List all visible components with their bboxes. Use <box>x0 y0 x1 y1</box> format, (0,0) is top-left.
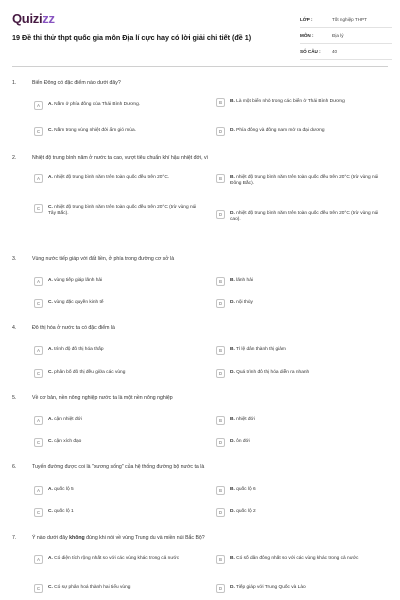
answer-option[interactable] <box>216 99 382 107</box>
option-letter-badge: C <box>34 438 43 447</box>
question-text: Nhiệt độ trung bình năm ở nước ta cao, vượt tiêu chuẩn khí hậu nhiệt đới, vì <box>32 155 208 161</box>
answer-option[interactable] <box>216 417 382 425</box>
answer-option[interactable] <box>34 102 200 110</box>
meta-count-value: 40 <box>332 49 338 54</box>
option-letter-badge: A <box>34 277 43 286</box>
answer-option[interactable] <box>34 347 200 355</box>
option-letter-badge: A <box>34 416 43 425</box>
option-text: B. Có số dân đông nhất so với các vùng khác trong cả nước <box>230 556 359 561</box>
question-text: Vùng nước tiếp giáp với đất liền, ở phía trong đường cơ sở là <box>32 256 175 262</box>
answer-option[interactable] <box>34 439 200 447</box>
option-text: C. nhiệt độ trung bình năm trên toàn quốc đều trên 20°C (trừ vùng núi Tây Bắc). <box>48 205 197 216</box>
option-text: A. trình độ đô thị hóa thấp <box>48 347 104 352</box>
option-letter-badge: A <box>34 555 43 564</box>
option-text: D. Quá trình đô thị hóa diễn ra nhanh <box>230 370 310 375</box>
option-letter-badge: D <box>216 127 225 136</box>
meta-grade-value: Tốt nghiệp THPT <box>332 17 367 22</box>
meta-subject-label: MÔN : <box>300 33 314 38</box>
answer-option[interactable] <box>34 278 200 286</box>
option-text: D. Phía đông và đông nam mở ra đại dương <box>230 128 325 133</box>
option-text: C. Nằm trong vùng nhiệt đới ẩm gió mùa. <box>48 128 136 133</box>
answer-option[interactable] <box>34 509 200 517</box>
answer-option[interactable] <box>34 556 200 564</box>
option-text: C. vùng đặc quyền kinh tế <box>48 300 104 305</box>
quizizz-logo[interactable] <box>12 11 55 26</box>
answer-option[interactable] <box>34 175 200 183</box>
option-letter-badge: B <box>216 277 225 286</box>
answer-option[interactable] <box>216 439 382 447</box>
meta-grade-label: LỚP : <box>300 17 313 22</box>
option-text: B. Tỉ lệ dân thành thị giảm <box>230 347 286 352</box>
option-letter-badge: B <box>216 174 225 183</box>
option-text: B. nhiệt đới <box>230 417 255 422</box>
option-letter-badge: B <box>216 555 225 564</box>
answer-option[interactable] <box>34 585 200 593</box>
meta-row-count <box>300 44 392 60</box>
logo-quizi: Quizi <box>12 11 43 26</box>
question-number: 2. <box>12 155 17 161</box>
answer-option[interactable] <box>216 556 382 564</box>
answer-option[interactable] <box>216 175 382 187</box>
answer-option[interactable] <box>216 487 382 495</box>
answer-option[interactable] <box>216 278 382 286</box>
option-letter-badge: D <box>216 584 225 593</box>
answer-option[interactable] <box>34 487 200 495</box>
option-text: C. phân bố đô thị đều giữa các vùng <box>48 370 126 375</box>
worksheet-meta <box>300 12 392 60</box>
question-number: 4. <box>12 325 17 331</box>
option-text: D. ôn đới <box>230 439 250 444</box>
answer-option[interactable] <box>216 300 382 308</box>
meta-subject-value: Địa lý <box>332 33 344 38</box>
option-letter-badge: D <box>216 508 225 517</box>
option-text: A. quốc lộ 5 <box>48 487 74 492</box>
meta-count-label: SỐ CÂU : <box>300 49 321 54</box>
option-letter-badge: B <box>216 486 225 495</box>
option-letter-badge: B <box>216 416 225 425</box>
question-text: Đô thị hóa ở nước ta có đặc điểm là <box>32 325 115 331</box>
option-letter-badge: B <box>216 346 225 355</box>
meta-row-subject <box>300 28 392 44</box>
option-letter-badge: B <box>216 98 225 107</box>
worksheet-title: 19 Đề thi thử thpt quốc gia môn Địa lí cực hay có lời giải chi tiết (đề 1) <box>12 33 252 42</box>
question-number: 1. <box>12 80 17 86</box>
question-text: Tuyến đường được coi là "xương sống" của hệ thống đường bộ nước ta là <box>32 464 205 470</box>
option-letter-badge: A <box>34 174 43 183</box>
option-letter-badge: C <box>34 584 43 593</box>
answer-option[interactable] <box>216 585 382 593</box>
answer-option[interactable] <box>216 347 382 355</box>
meta-row-grade <box>300 12 392 28</box>
option-text: A. cận nhiệt đới <box>48 417 82 422</box>
option-text: D. nhiệt độ trung bình năm trên toàn quốc đều trên 20°C (trừ vùng núi cao). <box>230 211 379 222</box>
option-letter-badge: D <box>216 299 225 308</box>
option-text: D. nội thủy <box>230 300 253 305</box>
question-number: 7. <box>12 535 17 541</box>
answer-option[interactable] <box>34 128 200 136</box>
worksheet-header <box>0 0 400 72</box>
option-text: A. vùng tiếp giáp lãnh hải <box>48 278 103 283</box>
option-text: A. Nằm ở phía đông của Thái Bình Dương. <box>48 102 141 107</box>
answer-option[interactable] <box>34 205 200 217</box>
option-text: B. lãnh hải <box>230 278 253 283</box>
question-text: Ý nào dưới đây không đúng khi nói về vùng Trung du và miền núi Bắc Bộ? <box>32 535 205 541</box>
option-letter-badge: A <box>34 486 43 495</box>
option-text: B. quốc lộ 6 <box>230 487 256 492</box>
option-letter-badge: A <box>34 346 43 355</box>
question-number: 3. <box>12 256 17 262</box>
option-letter-badge: C <box>34 204 43 213</box>
option-letter-badge: D <box>216 438 225 447</box>
option-letter-badge: C <box>34 508 43 517</box>
option-letter-badge: C <box>34 369 43 378</box>
option-text: B. nhiệt độ trung bình năm trên toàn quốc đều trên 20°C (trừ vùng núi Đông Bắc). <box>230 175 379 186</box>
option-text: D. Tiếp giáp với Trung Quốc và Lào <box>230 585 306 590</box>
option-text: A. nhiệt độ trung bình năm trên toàn quốc đều trên 20°C. <box>48 175 170 180</box>
question-number: 5. <box>12 395 17 401</box>
answer-option[interactable] <box>34 370 200 378</box>
question-text: Biển Đông có đặc điểm nào dưới đây? <box>32 80 121 86</box>
answer-option[interactable] <box>34 417 200 425</box>
option-letter-badge: C <box>34 127 43 136</box>
answer-option[interactable] <box>216 370 382 378</box>
option-text: D. quốc lộ 2 <box>230 509 256 514</box>
question-text: Về cơ bản, nền nông nghiệp nước ta là một nền nông nghiệp <box>32 395 173 401</box>
option-text: C. Có sự phân hoá thành hai tiểu vùng <box>48 585 131 590</box>
option-letter-badge: A <box>34 101 43 110</box>
answer-option[interactable] <box>34 300 200 308</box>
option-text: B. Là một biển nhỏ trong các biển ở Thái Bình Dương <box>230 99 345 104</box>
question-number: 6. <box>12 464 17 470</box>
option-letter-badge: C <box>34 299 43 308</box>
header-divider <box>12 66 388 67</box>
option-letter-badge: D <box>216 369 225 378</box>
logo-zz: zz <box>42 11 55 26</box>
answer-option[interactable] <box>216 211 382 223</box>
option-text: C. cận xích đạo <box>48 439 82 444</box>
option-letter-badge: D <box>216 210 225 219</box>
option-text: A. Có diện tích rộng nhất so với các vùng khác trong cả nước <box>48 556 180 561</box>
option-text: C. quốc lộ 1 <box>48 509 74 514</box>
answer-option[interactable] <box>216 128 382 136</box>
answer-option[interactable] <box>216 509 382 517</box>
